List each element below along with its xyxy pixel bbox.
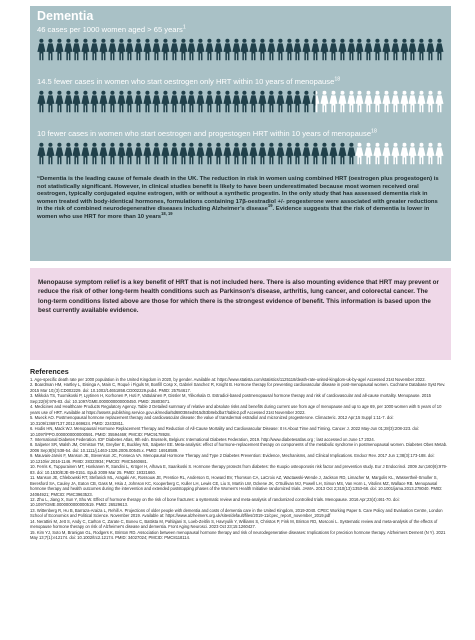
dementia-note	[37, 176, 444, 222]
person-icon	[364, 37, 373, 62]
person-icon	[267, 89, 276, 114]
person-icon	[408, 141, 417, 166]
reference-item: 14. Nerattini M, Jett S, Andy C, Carlton C, Zarate C, Boneu C, Battista M, Pahlajani S, Loeb-Zeitlin S, Havryulik Y, Williams S, Christos P, Fink M, Brinton RD, Mosconi L. Systematic review and meta-analysis of the effects of menopause hormone therapy on risk of Alzheimer's disease and dementia. Front Aging Neurosci. 2023 Oct 23;15:1260427.	[30, 518, 438, 530]
person-icon	[143, 37, 152, 62]
person-icon	[355, 141, 364, 166]
person-icon	[435, 141, 444, 166]
person-icon	[196, 89, 205, 114]
person-icon	[223, 37, 232, 62]
person-icon	[311, 37, 320, 62]
person-icon	[276, 37, 285, 62]
oestrogen-text: 14.5 fewer cases in women who start oestrogen only HRT within 10 years of menopause	[37, 77, 335, 86]
person-icon	[81, 89, 90, 114]
person-icon	[417, 89, 426, 114]
reference-item: 6. Hodis HN, Mack WJ. Menopausal Hormone Replacement Therapy and Reduction of All-Cause Mortality and Cardiovascular Disease: It Is About Time and Timing. Cancer J. 2022 May-Jun 01;28(3):208-223. doi: 10.1097/PPO.0000000000000591. PMID: 35594469; PMCID: PMC9178928.	[30, 426, 420, 437]
person-icon	[373, 141, 382, 166]
reference-item: 8. Salpeter SR, Walsh JM, Ormiston TM, Greyber E, Buckley NS, Salpeter EE. Meta-analysis: effect of hormone-replacement therapy on components of the metabolic syndrome in postmenopausal women. Diabetes Obes Metab. 2006 Sep;8(5):538-54. doi: 10.1111/j.1463-1326.2005.00545.x. PMID: 16918589.	[30, 442, 448, 453]
person-icon	[117, 37, 126, 62]
person-icon	[400, 89, 409, 114]
person-icon	[232, 37, 241, 62]
person-icon	[302, 89, 311, 114]
person-icon	[134, 141, 143, 166]
note-tail: . Evidence suggests that the risk of dementia is lower in women who use HRT for more than 10 years	[37, 206, 430, 220]
person-icon	[179, 89, 188, 114]
person-icon	[125, 89, 134, 114]
person-icon	[311, 141, 320, 166]
symptom-relief-panel	[30, 268, 451, 360]
person-icon	[338, 89, 347, 114]
person-icon	[99, 141, 108, 166]
reference-item: 3. Mikkola TS, Tuomikoski P, Lyytinen H, Korhonen P, Hoti F, Vattulainen P, Gissler M, Ylikorkala O. Estradiol-based postmenopausal hormone therapy and risk of cardiovascular and all-cause mortality. Menopause. 2015 Sep;22(9):976-83. doi: 10.1097/GME.0000000000000450. PMID: 25803671.	[30, 393, 431, 404]
person-icon	[125, 37, 134, 62]
person-icon	[214, 141, 223, 166]
person-icon	[408, 89, 417, 114]
person-icon	[214, 37, 223, 62]
person-icon	[37, 141, 46, 166]
person-icon	[55, 37, 64, 62]
person-icon	[64, 37, 73, 62]
person-icon	[338, 141, 347, 166]
person-icon	[134, 37, 143, 62]
person-icon	[329, 37, 338, 62]
person-icon	[355, 37, 364, 62]
baseline-sup: 1	[182, 24, 186, 31]
person-icon	[426, 37, 435, 62]
person-icon	[223, 141, 232, 166]
person-icon	[391, 37, 400, 62]
person-icon	[285, 141, 294, 166]
reference-item: 5. Mueck AO. Postmenopausal hormone replacement therapy and cardiovascular disease: the value of transdermal estradiol and micronized progesterone. Climacteric. 2012 Apr;15 Suppl 1:11-7. doi: 10.3109/13697137.2012.669624. PMID: 22432811.	[30, 415, 394, 426]
person-icon	[46, 141, 55, 166]
symptom-relief-text: Menopause symptom relief is a key benefit of HRT that is not included here. There is also mounting evidence that HRT may prevent or reduce the risk of other long-term health conditions such as Parkinson’s disease, arthritis, lung cancer, and colorectal cancer. The long-term conditions listed above are those for which there is the strongest evidence of benefit. This information is based upon the best currently available evidence.	[38, 279, 439, 314]
person-icon	[320, 141, 329, 166]
person-icon	[240, 37, 249, 62]
person-icon	[72, 37, 81, 62]
dementia-title: Dementia	[37, 9, 94, 23]
person-icon	[293, 37, 302, 62]
person-icon	[373, 89, 382, 114]
person-icon	[223, 89, 232, 114]
person-icon	[64, 89, 73, 114]
person-icon	[72, 141, 81, 166]
person-icon	[293, 141, 302, 166]
person-icon	[302, 37, 311, 62]
person-icon	[311, 89, 320, 114]
reference-item: 7. International Diabetes Federation. IDF Diabetes Atlas, 9th edn. Brussels, Belgium: International Diabetes Federation, 2019. http://www.diabetesatlas.org ; last accessed on June 17 2024.	[30, 436, 375, 442]
person-icon	[285, 89, 294, 114]
person-icon	[55, 141, 64, 166]
references-heading: References	[30, 367, 69, 376]
person-icon	[108, 141, 117, 166]
person-icon	[400, 141, 409, 166]
person-icon	[417, 37, 426, 62]
reference-item: 10. Ferris K, Tuppurainen MT, Honkanen R, Sandini L, Kröger H, Alhava E, Saarikoski S. Hormone therapy protects from diabetes: the Kuopio osteoporosis risk factor and prevention study. Eur J Endocrinol. 2009 Jun;160(6):979-83. doi: 10.1530/EJE-09-0151. Epub 2009 Mar 25. PMID: 19321660.	[30, 464, 448, 475]
person-icon	[187, 37, 196, 62]
reference-item: 12. Zhu L, Jiang X, Sun Y, Shu W. Effect of hormone therapy on the risk of bone fractures: a systematic review and meta-analysis of randomized controlled trials. Menopause. 2016 Apr;23(4):461-70. doi: 10.1097/GME.0000000000000519. PMID: 26529613.	[30, 496, 400, 508]
person-icon	[355, 89, 364, 114]
person-icon	[400, 37, 409, 62]
person-icon	[240, 141, 249, 166]
person-icon	[152, 141, 161, 166]
person-icon	[170, 89, 179, 114]
person-icon	[196, 37, 205, 62]
person-icon	[90, 37, 99, 62]
person-icon	[258, 37, 267, 62]
references-list	[30, 377, 451, 541]
person-icon	[72, 89, 81, 114]
combined-caption	[37, 128, 444, 139]
person-icon	[37, 37, 46, 62]
person-icon	[435, 37, 444, 62]
person-icon	[329, 89, 338, 114]
person-icon	[258, 89, 267, 114]
person-icon	[249, 141, 258, 166]
person-icon	[161, 141, 170, 166]
reference-item: 4. Medicines and Healthcare Products Regulatory Agency. Table 2 Detailed summary of relative and absolute risks and benefits during current use from age of menopause and up to age 69, per 1000 women with 5 years of 10 years use of HRT. Available at https://assets.publishing.service.gov.uk/media/5d680384ed915d53b8ebdba7/table2.pdf Accessed 21st November 2022.	[30, 404, 442, 415]
references-section	[30, 367, 451, 541]
person-icon	[152, 37, 161, 62]
person-icon	[426, 89, 435, 114]
combined-sup: 18	[371, 128, 377, 135]
person-icon	[187, 89, 196, 114]
person-icon	[81, 37, 90, 62]
person-icon	[417, 141, 426, 166]
note-sup-1: 19	[267, 203, 273, 209]
person-icon	[161, 37, 170, 62]
person-icon	[187, 141, 196, 166]
baseline-caption	[37, 24, 444, 35]
note-sup-2: 18, 19	[161, 211, 173, 216]
person-icon	[90, 141, 99, 166]
person-icon	[435, 89, 444, 114]
reference-item: 9. Mauvais-Jarvis F, Manson JE, Stevenson JC, Fonseca VA. Menopausal Hormone Therapy and Type 2 Diabetes Prevention: Evidence, Mechanisms, and Clinical Implications. Endocr Rev. 2017 Jun 1;38(3):173-188. doi: 10.1210/er.2016-1146. PMID: 28323934; PMCID: PMC5460681.	[30, 453, 435, 464]
person-icon	[302, 141, 311, 166]
person-icon	[258, 141, 267, 166]
person-icon	[347, 141, 356, 166]
oestrogen-icon-row	[37, 89, 444, 114]
person-icon	[293, 89, 302, 114]
reference-item: 15. Kim YJ, Soto M, Branigan GL, Rodgers K, Brinton RD. Association between menopausal hormone therapy and risk of neurodegenerative diseases: Implications for precision hormone therapy. Alzheimers Dement (N Y). 2021 May 13;7(1):e12174. doi: 10.1002/trc2.12174. PMID: 34027024; PMCID: PMC8118114.	[30, 529, 446, 541]
oestrogen-sup: 18	[334, 76, 341, 83]
person-icon	[205, 89, 214, 114]
person-icon	[382, 89, 391, 114]
person-icon	[152, 89, 161, 114]
person-icon	[382, 141, 391, 166]
person-icon	[276, 141, 285, 166]
person-icon	[64, 141, 73, 166]
person-icon	[232, 141, 241, 166]
combined-icon-row	[37, 141, 444, 166]
person-icon	[320, 89, 329, 114]
person-icon	[267, 141, 276, 166]
person-icon	[108, 89, 117, 114]
person-icon	[81, 141, 90, 166]
person-icon	[391, 141, 400, 166]
person-icon	[108, 37, 117, 62]
person-icon	[276, 89, 285, 114]
person-icon	[161, 89, 170, 114]
person-icon	[134, 89, 143, 114]
person-icon	[90, 89, 99, 114]
baseline-icon-row	[37, 37, 444, 62]
reference-item: 1. Age-specific death rate per 1000 population in the United Kingdom in 2020, by gender. Available at: https://www.statista.com/statistics/1125118/death-rate-united-kingdom-uk-by-age/ Accessed 21st November 2022.	[30, 377, 426, 382]
person-icon	[117, 141, 126, 166]
person-icon	[391, 89, 400, 114]
person-icon	[179, 37, 188, 62]
person-icon	[55, 89, 64, 114]
person-icon	[240, 89, 249, 114]
combined-text: 10 fewer cases in women who start oestrogen and progestogen HRT within 10 years of menopause	[37, 129, 372, 138]
person-icon	[408, 37, 417, 62]
person-icon	[347, 37, 356, 62]
person-icon	[46, 37, 55, 62]
person-icon	[205, 141, 214, 166]
person-icon	[373, 37, 382, 62]
person-icon	[117, 89, 126, 114]
person-icon	[285, 37, 294, 62]
person-icon	[267, 37, 276, 62]
person-icon	[364, 89, 373, 114]
oestrogen-caption	[37, 76, 444, 87]
person-icon	[99, 37, 108, 62]
person-icon	[143, 141, 152, 166]
person-icon	[214, 89, 223, 114]
baseline-text: 46 cases per 1000 women aged > 65 years	[37, 25, 183, 34]
note-main: “Dementia is the leading cause of female death in the UK. The reduction in risk in women using combined HRT (oestrogen plus progestogen) is not statistically significant. However, in clinical studies benefit is likely to have been underestimated because most women received oral oestrogen, typically conjugated equine estrogen, with or without a synthetic progestin. In the only study that has assessed dementia risk in women treated with body-identical hormones, formulations containing 17β-oestradiol +/- progesterone were associated with greater reductions in the risk of combined neurodegenerative diseases including Alzheimer’s disease	[37, 176, 439, 213]
person-icon	[170, 37, 179, 62]
person-icon	[196, 141, 205, 166]
person-icon	[46, 89, 55, 114]
person-icon	[338, 37, 347, 62]
person-icon	[249, 89, 258, 114]
person-icon	[347, 89, 356, 114]
person-icon	[170, 141, 179, 166]
reference-item: 11. Manson JE, Chlebowski RT, Stefanick ML, Aragaki AK, Rossouw JE, Prentice RL, Anderson G, Howard BV, Thomson CA, LaCroix AZ, Wactawski-Wende J, Jackson RD, Limacher M, Margolis KL, Wassertheil-Smoller S, Beresford SA, Cauley JA, Eaton CB, Gass M, Hsia J, Johnson KC, Kooperberg C, Kuller LH, Lewis CE, Liu S, Martin LW, Ockene JK, O'Sullivan MJ, Powell LH, Simon MS, Van Horn L, Vitolins MZ, Wallace RB. Menopausal hormone therapy and health outcomes during the intervention and extended poststopping phases of the Women's Health Initiative randomized trials. JAMA. 2013 Oct 2;310(13):1353-68. doi: 10.1001/jama.2013.278040. PMID: 24084921; PMCID: PMC3963523.	[30, 475, 443, 497]
dementia-panel	[30, 6, 451, 261]
person-icon	[143, 89, 152, 114]
person-icon	[382, 37, 391, 62]
person-icon	[179, 141, 188, 166]
reference-item: 2. Boardman HM, Hartley L, Eisinga A, Main C, Roqué i Figuls M, Bonfill Cosp X, Gabriel Sanchez R, Knight B. Hormone therapy for preventing cardiovascular disease in post-menopausal women. Cochrane Database Syst Rev. 2015 Mar 10;(3):CD002229. doi: 10.1002/14651858.CD002229.pub4. PMID: 25754617.	[30, 382, 446, 393]
person-icon	[329, 141, 338, 166]
person-icon	[364, 141, 373, 166]
person-icon	[99, 89, 108, 114]
reference-item: 13. Wittenberg R, Hu B, Barraza-Araiza L, Rehill A. Projections of older people with dementia and costs of dementia care in the United Kingdom, 2019-2040. CPEC Working Paper 5. Care Policy and Evaluation Centre, London School of Economics and Political Science. November 2019. Available at: https://www.alzheimers.org.uk/sites/default/files/2019-11/cpec_report_november_2019.pdf	[30, 507, 443, 519]
person-icon	[232, 89, 241, 114]
person-icon	[249, 37, 258, 62]
person-icon	[426, 141, 435, 166]
person-icon	[205, 37, 214, 62]
person-icon	[125, 141, 134, 166]
person-icon	[320, 37, 329, 62]
person-icon	[37, 89, 46, 114]
